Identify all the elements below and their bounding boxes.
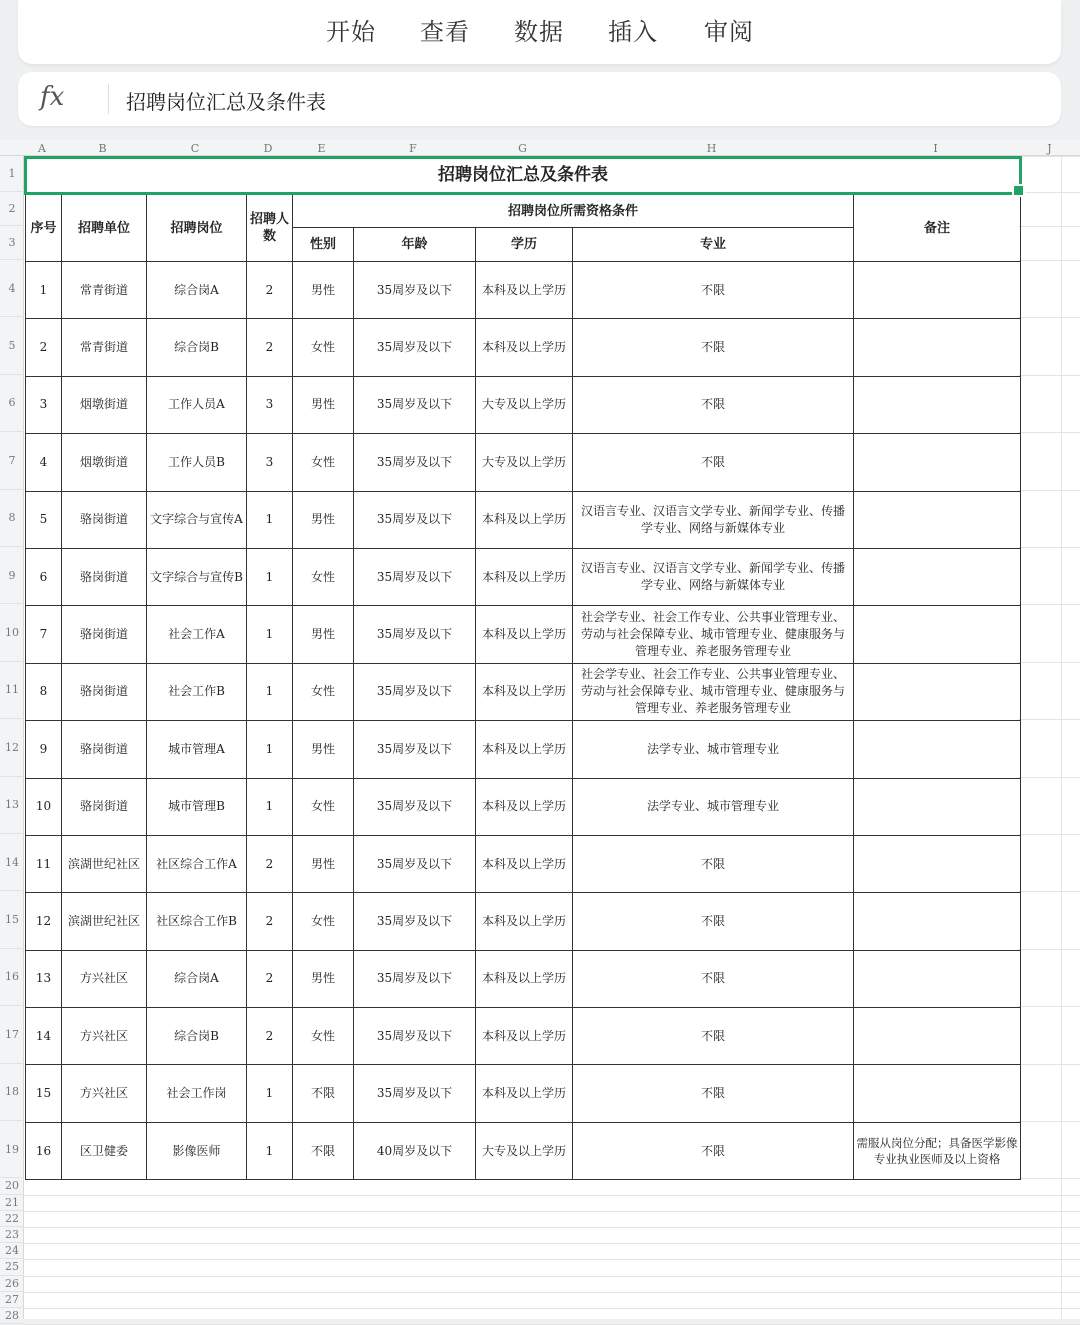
table-row [26, 434, 1021, 491]
cell-unit[interactable]: 骆岗街道 [62, 606, 147, 663]
cell-major[interactable]: 不限 [573, 319, 854, 376]
column-header-a[interactable]: A [38, 142, 46, 155]
table-row [26, 835, 1021, 892]
cell-post[interactable]: 社会工作岗 [147, 1065, 247, 1122]
row-header-17[interactable]: 17 [0, 1006, 24, 1063]
cell-education[interactable]: 大专及以上学历 [476, 434, 573, 491]
cell-remark[interactable] [854, 376, 1021, 433]
header-unit[interactable]: 招聘单位 [62, 194, 147, 262]
title-row [26, 158, 1021, 194]
cell-post[interactable]: 综合岗A [147, 262, 247, 319]
cell-age[interactable]: 40周岁及以下 [354, 1122, 476, 1179]
column-header-b[interactable]: B [98, 142, 107, 155]
cell-seq[interactable]: 14 [26, 1008, 62, 1065]
cell-education[interactable]: 本科及以上学历 [476, 491, 573, 548]
cell-age[interactable]: 35周岁及以下 [354, 606, 476, 663]
menu-tab-start[interactable]: 开始 [326, 18, 376, 46]
menu-tab-data[interactable]: 数据 [514, 18, 564, 46]
grid-line [24, 1308, 1024, 1309]
cell-unit[interactable]: 骆岗街道 [62, 548, 147, 605]
cell-age[interactable]: 35周岁及以下 [354, 376, 476, 433]
cell-seq[interactable]: 12 [26, 893, 62, 950]
cell-education[interactable]: 本科及以上学历 [476, 893, 573, 950]
cell-post[interactable]: 社会工作A [147, 606, 247, 663]
cell-post[interactable]: 文字综合与宣传B [147, 548, 247, 605]
cell-gender[interactable]: 男性 [293, 721, 354, 778]
cell-age[interactable]: 35周岁及以下 [354, 319, 476, 376]
cell-major[interactable]: 法学专业、城市管理专业 [573, 721, 854, 778]
cell-education[interactable]: 本科及以上学历 [476, 835, 573, 892]
cell-remark[interactable] [854, 1065, 1021, 1122]
cell-education[interactable]: 本科及以上学历 [476, 1008, 573, 1065]
cell-unit[interactable]: 骆岗街道 [62, 491, 147, 548]
table-title-cell[interactable]: 招聘岗位汇总及条件表 [26, 158, 1021, 194]
cell-post[interactable]: 社会工作B [147, 663, 247, 720]
row-header-5[interactable]: 5 [0, 317, 24, 374]
cell-major[interactable]: 汉语言专业、汉语言文学专业、新闻学专业、传播学专业、网络与新媒体专业 [573, 548, 854, 605]
cell-seq[interactable]: 13 [26, 950, 62, 1007]
cell-unit[interactable]: 区卫健委 [62, 1122, 147, 1179]
cell-age[interactable]: 35周岁及以下 [354, 262, 476, 319]
cell-education[interactable]: 本科及以上学历 [476, 606, 573, 663]
cell-remark[interactable] [854, 606, 1021, 663]
cell-major[interactable]: 不限 [573, 893, 854, 950]
table-row [26, 778, 1021, 835]
header-age[interactable]: 年龄 [354, 228, 476, 262]
cell-post[interactable]: 影像医师 [147, 1122, 247, 1179]
table-row [26, 606, 1021, 663]
cell-age[interactable]: 35周岁及以下 [354, 663, 476, 720]
cell-unit[interactable]: 方兴社区 [62, 1008, 147, 1065]
grid-line [1018, 1064, 1080, 1065]
cell-age[interactable]: 35周岁及以下 [354, 1065, 476, 1122]
cell-count[interactable]: 2 [247, 950, 293, 1007]
row-header-7[interactable]: 7 [0, 432, 24, 489]
cell-remark[interactable] [854, 950, 1021, 1007]
row-header-21[interactable]: 21 [0, 1195, 24, 1211]
row-header-8[interactable]: 8 [0, 490, 24, 547]
function-icon[interactable]: fx [40, 82, 65, 112]
row-header-28[interactable]: 28 [0, 1308, 24, 1324]
row-header-13[interactable]: 13 [0, 777, 24, 834]
table-row [26, 491, 1021, 548]
cell-major[interactable]: 不限 [573, 1065, 854, 1122]
cell-remark[interactable] [854, 262, 1021, 319]
cell-seq[interactable]: 10 [26, 778, 62, 835]
grid-line [1018, 1006, 1080, 1007]
cell-major[interactable]: 不限 [573, 262, 854, 319]
table-row [26, 1008, 1021, 1065]
cell-age[interactable]: 35周岁及以下 [354, 491, 476, 548]
cell-unit[interactable]: 骆岗街道 [62, 663, 147, 720]
grid-line [1018, 1121, 1080, 1122]
header-qualifications[interactable]: 招聘岗位所需资格条件 [293, 194, 854, 228]
cell-gender[interactable]: 男性 [293, 606, 354, 663]
cell-remark[interactable] [854, 548, 1021, 605]
table-row [26, 319, 1021, 376]
grid-line [1018, 1211, 1080, 1212]
row-header-20[interactable]: 20 [0, 1178, 24, 1194]
formula-bar-divider [108, 84, 109, 114]
cell-unit[interactable]: 烟墩街道 [62, 376, 147, 433]
cell-age[interactable]: 35周岁及以下 [354, 548, 476, 605]
grid-line [24, 1195, 1024, 1196]
cell-count[interactable]: 1 [247, 606, 293, 663]
row-header-23[interactable]: 23 [0, 1227, 24, 1243]
cell-education[interactable]: 本科及以上学历 [476, 319, 573, 376]
cell-count[interactable]: 2 [247, 893, 293, 950]
table-row [26, 950, 1021, 1007]
cell-education[interactable]: 大专及以上学历 [476, 376, 573, 433]
cell-major[interactable]: 不限 [573, 1122, 854, 1179]
grid-line [1018, 260, 1080, 261]
cell-remark[interactable] [854, 893, 1021, 950]
header-count[interactable]: 招聘人数 [247, 194, 293, 262]
grid-line [1018, 1227, 1080, 1228]
column-header-d[interactable]: D [263, 142, 273, 155]
row-header-9[interactable]: 9 [0, 547, 24, 604]
row-header-27[interactable]: 27 [0, 1292, 24, 1308]
cell-major[interactable]: 不限 [573, 1008, 854, 1065]
row-header-2[interactable]: 2 [0, 192, 24, 226]
column-header-f[interactable]: F [409, 142, 417, 155]
cell-post[interactable]: 综合岗A [147, 950, 247, 1007]
grid-line [1018, 226, 1080, 227]
cell-count[interactable]: 3 [247, 434, 293, 491]
header-gender[interactable]: 性别 [293, 228, 354, 262]
cell-count[interactable]: 1 [247, 721, 293, 778]
grid-line [1018, 1276, 1080, 1277]
header-seq[interactable]: 序号 [26, 194, 62, 262]
row-header-3[interactable]: 3 [0, 226, 24, 260]
grid-line [1018, 891, 1080, 892]
cell-post[interactable]: 城市管理B [147, 778, 247, 835]
table-row [26, 893, 1021, 950]
cell-major[interactable]: 不限 [573, 835, 854, 892]
row-header-25[interactable]: 25 [0, 1259, 24, 1275]
grid-line [1061, 156, 1062, 1319]
column-header-e[interactable]: E [317, 142, 326, 155]
cell-gender[interactable]: 不限 [293, 1122, 354, 1179]
grid-line [1018, 1178, 1080, 1179]
row-header-22[interactable]: 22 [0, 1211, 24, 1227]
cell-major[interactable]: 不限 [573, 376, 854, 433]
row-header-6[interactable]: 6 [0, 375, 24, 432]
cell-unit[interactable]: 滨湖世纪社区 [62, 893, 147, 950]
grid-line [1018, 156, 1080, 157]
grid-line [1018, 777, 1080, 778]
grid-line [1018, 662, 1080, 663]
formula-content[interactable]: 招聘岗位汇总及条件表 [126, 90, 326, 114]
cell-count[interactable]: 1 [247, 491, 293, 548]
cell-age[interactable]: 35周岁及以下 [354, 778, 476, 835]
cell-count[interactable]: 1 [247, 548, 293, 605]
cell-post[interactable]: 社区综合工作A [147, 835, 247, 892]
cell-gender[interactable]: 女性 [293, 434, 354, 491]
grid-line [1018, 317, 1080, 318]
row-header-19[interactable]: 19 [0, 1121, 24, 1178]
row-header-24[interactable]: 24 [0, 1243, 24, 1259]
row-header-11[interactable]: 11 [0, 662, 24, 719]
cell-education[interactable]: 大专及以上学历 [476, 1122, 573, 1179]
table-row [26, 1122, 1021, 1179]
header-post[interactable]: 招聘岗位 [147, 194, 247, 262]
cell-education[interactable]: 本科及以上学历 [476, 262, 573, 319]
grid-line [1018, 432, 1080, 433]
cell-count[interactable]: 1 [247, 778, 293, 835]
formula-bar[interactable] [18, 72, 1061, 126]
column-header-h[interactable]: H [706, 142, 717, 155]
cell-gender[interactable]: 女性 [293, 1008, 354, 1065]
cell-count[interactable]: 2 [247, 1008, 293, 1065]
header-education[interactable]: 学历 [476, 228, 573, 262]
cell-major[interactable]: 法学专业、城市管理专业 [573, 778, 854, 835]
cell-age[interactable]: 35周岁及以下 [354, 1008, 476, 1065]
cell-seq[interactable]: 9 [26, 721, 62, 778]
cell-remark[interactable] [854, 491, 1021, 548]
cell-remark[interactable] [854, 721, 1021, 778]
cell-count[interactable]: 1 [247, 663, 293, 720]
row-header-14[interactable]: 14 [0, 834, 24, 891]
cell-age[interactable]: 35周岁及以下 [354, 721, 476, 778]
cell-seq[interactable]: 16 [26, 1122, 62, 1179]
cell-unit[interactable]: 常青街道 [62, 262, 147, 319]
cell-count[interactable]: 1 [247, 1065, 293, 1122]
row-header-4[interactable]: 4 [0, 260, 24, 317]
grid-line [1018, 1259, 1080, 1260]
cell-count[interactable]: 2 [247, 319, 293, 376]
cell-education[interactable]: 本科及以上学历 [476, 1065, 573, 1122]
menu-tab-insert[interactable]: 插入 [608, 18, 658, 46]
grid-line [24, 1227, 1024, 1228]
cell-seq[interactable]: 5 [26, 491, 62, 548]
cell-education[interactable]: 本科及以上学历 [476, 663, 573, 720]
header-remark[interactable]: 备注 [854, 194, 1021, 262]
row-header-26[interactable]: 26 [0, 1276, 24, 1292]
cell-count[interactable]: 2 [247, 262, 293, 319]
menu-tab-view[interactable]: 查看 [420, 18, 470, 46]
column-header-g[interactable]: G [518, 142, 527, 155]
row-header-10[interactable]: 10 [0, 604, 24, 661]
header-row-1 [26, 194, 1021, 228]
grid-line [1018, 1243, 1080, 1244]
grid-line [1018, 375, 1080, 376]
table-row [26, 663, 1021, 720]
table-row [26, 721, 1021, 778]
cell-gender[interactable]: 男性 [293, 376, 354, 433]
cell-unit[interactable]: 骆岗街道 [62, 778, 147, 835]
grid-line [1018, 1308, 1080, 1309]
ribbon-menu-bar [18, 0, 1061, 64]
grid-line [1018, 1195, 1080, 1196]
cell-post[interactable]: 工作人员B [147, 434, 247, 491]
grid-line [1018, 834, 1080, 835]
row-header-16[interactable]: 16 [0, 949, 24, 1006]
grid-line [1018, 547, 1080, 548]
selection-fill-handle[interactable] [1012, 184, 1025, 197]
cell-gender[interactable]: 男性 [293, 262, 354, 319]
cell-post[interactable]: 社区综合工作B [147, 893, 247, 950]
cell-remark[interactable] [854, 778, 1021, 835]
column-header-j[interactable]: J [1047, 142, 1052, 155]
cell-post[interactable]: 工作人员A [147, 376, 247, 433]
cell-seq[interactable]: 3 [26, 376, 62, 433]
cell-count[interactable]: 1 [247, 1122, 293, 1179]
cell-unit[interactable]: 骆岗街道 [62, 721, 147, 778]
cell-remark[interactable]: 需服从岗位分配；具备医学影像专业执业医师及以上资格 [854, 1122, 1021, 1179]
cell-unit[interactable]: 烟墩街道 [62, 434, 147, 491]
grid-line [1018, 604, 1080, 605]
cell-major[interactable]: 汉语言专业、汉语言文学专业、新闻学专业、传播学专业、网络与新媒体专业 [573, 491, 854, 548]
cell-education[interactable]: 本科及以上学历 [476, 778, 573, 835]
menu-tab-review[interactable]: 审阅 [704, 18, 754, 46]
cell-remark[interactable] [854, 319, 1021, 376]
header-major[interactable]: 专业 [573, 228, 854, 262]
cell-major[interactable]: 社会学专业、社会工作专业、公共事业管理专业、劳动与社会保障专业、城市管理专业、健康服务与管理专业、养老服务管理专业 [573, 663, 854, 720]
cell-seq[interactable]: 7 [26, 606, 62, 663]
cell-education[interactable]: 本科及以上学历 [476, 548, 573, 605]
cell-gender[interactable]: 男性 [293, 835, 354, 892]
cell-post[interactable]: 文字综合与宣传A [147, 491, 247, 548]
cell-age[interactable]: 35周岁及以下 [354, 835, 476, 892]
cell-seq[interactable]: 4 [26, 434, 62, 491]
column-header-c[interactable]: C [190, 142, 200, 155]
cell-age[interactable]: 35周岁及以下 [354, 893, 476, 950]
cell-gender[interactable]: 男性 [293, 491, 354, 548]
table-row [26, 262, 1021, 319]
cell-count[interactable]: 2 [247, 835, 293, 892]
grid-line [1018, 490, 1080, 491]
table-row [26, 548, 1021, 605]
cell-seq[interactable]: 15 [26, 1065, 62, 1122]
row-header-12[interactable]: 12 [0, 719, 24, 776]
grid-line [1018, 719, 1080, 720]
cell-count[interactable]: 3 [247, 376, 293, 433]
cell-post[interactable]: 城市管理A [147, 721, 247, 778]
cell-gender[interactable]: 女性 [293, 893, 354, 950]
cell-seq[interactable]: 11 [26, 835, 62, 892]
cell-post[interactable]: 综合岗B [147, 319, 247, 376]
column-header-bar [0, 140, 1080, 156]
cell-gender[interactable]: 女性 [293, 319, 354, 376]
cell-remark[interactable] [854, 663, 1021, 720]
cell-major[interactable]: 不限 [573, 434, 854, 491]
table-row [26, 1065, 1021, 1122]
cell-remark[interactable] [854, 434, 1021, 491]
cell-remark[interactable] [854, 835, 1021, 892]
cell-major[interactable]: 不限 [573, 950, 854, 1007]
row-header-15[interactable]: 15 [0, 891, 24, 948]
grid-line [1018, 949, 1080, 950]
grid-line [24, 1243, 1024, 1244]
cell-age[interactable]: 35周岁及以下 [354, 434, 476, 491]
grid-line [24, 1292, 1024, 1293]
grid-line [24, 1211, 1024, 1212]
cell-gender[interactable]: 女性 [293, 663, 354, 720]
cell-gender[interactable]: 女性 [293, 548, 354, 605]
cell-unit[interactable]: 方兴社区 [62, 950, 147, 1007]
cell-post[interactable]: 综合岗B [147, 1008, 247, 1065]
recruitment-table [24, 156, 1022, 1180]
cell-age[interactable]: 35周岁及以下 [354, 950, 476, 1007]
cell-unit[interactable]: 方兴社区 [62, 1065, 147, 1122]
cell-education[interactable]: 本科及以上学历 [476, 950, 573, 1007]
grid-line [1018, 192, 1080, 193]
table-row [26, 376, 1021, 433]
cell-seq[interactable]: 6 [26, 548, 62, 605]
cell-gender[interactable]: 女性 [293, 778, 354, 835]
cell-gender[interactable]: 不限 [293, 1065, 354, 1122]
row-header-18[interactable]: 18 [0, 1064, 24, 1121]
row-header-1[interactable]: 1 [0, 156, 24, 192]
cell-seq[interactable]: 8 [26, 663, 62, 720]
row-header-bar [0, 156, 24, 1323]
cell-seq[interactable]: 2 [26, 319, 62, 376]
cell-gender[interactable]: 男性 [293, 950, 354, 1007]
cell-unit[interactable]: 常青街道 [62, 319, 147, 376]
grid-line [24, 1276, 1024, 1277]
cell-seq[interactable]: 1 [26, 262, 62, 319]
column-header-i[interactable]: I [933, 142, 938, 155]
cell-remark[interactable] [854, 1008, 1021, 1065]
grid-line [1018, 1292, 1080, 1293]
grid-line [24, 1259, 1024, 1260]
cell-unit[interactable]: 滨湖世纪社区 [62, 835, 147, 892]
cell-education[interactable]: 本科及以上学历 [476, 721, 573, 778]
cell-major[interactable]: 社会学专业、社会工作专业、公共事业管理专业、劳动与社会保障专业、城市管理专业、健康服务与管理专业、养老服务管理专业 [573, 606, 854, 663]
